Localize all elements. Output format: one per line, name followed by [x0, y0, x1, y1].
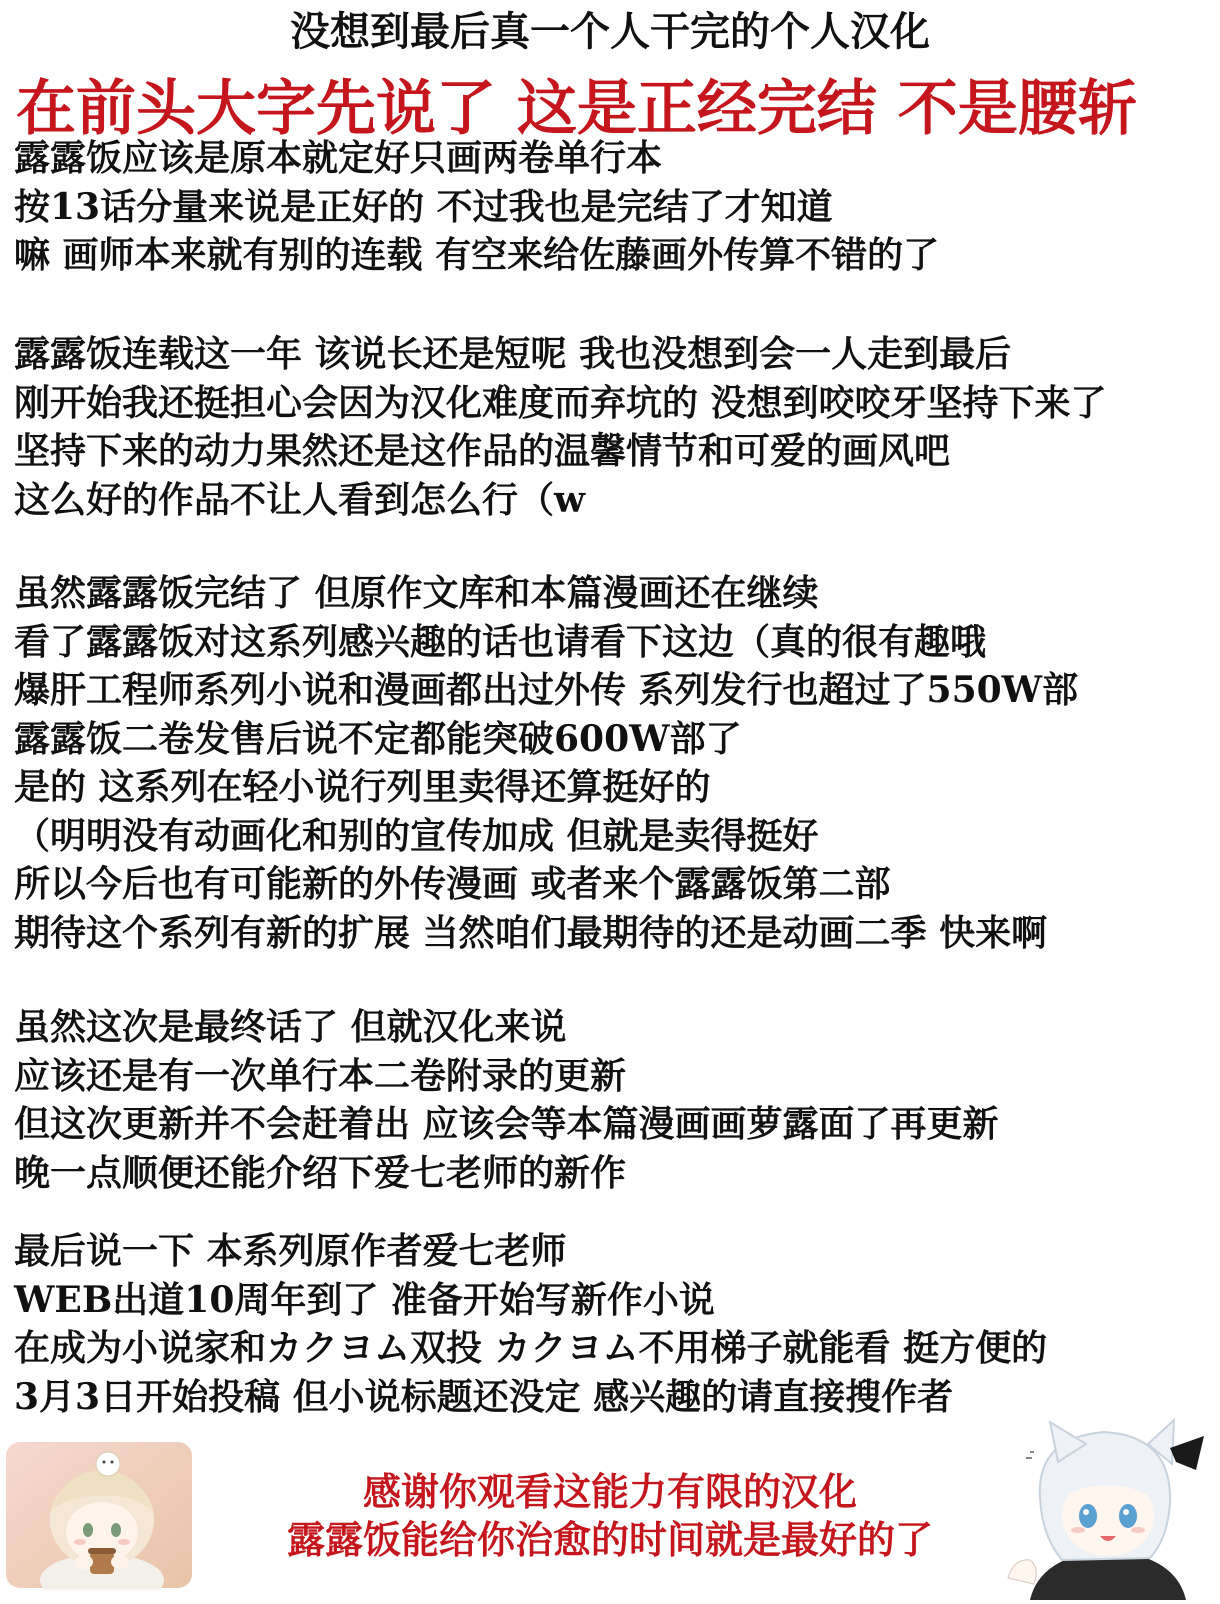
text-line: 嘛 画师本来就有别的连载 有空来给佐藤画外传算不错的了	[14, 234, 940, 276]
text-line: 露露饭应该是原本就定好只画两卷单行本	[14, 137, 663, 179]
chibi-girl-cup-illustration	[4, 1440, 194, 1590]
text-line: 期待这个系列有新的扩展 当然咱们最期待的还是动画二季 快来啊	[14, 911, 1048, 954]
paragraph-1	[14, 134, 1214, 280]
paragraph-4	[14, 1003, 1214, 1197]
text-line: 在成为小说家和カクヨム双投 カクヨム不用梯子就能看 挺方便的	[14, 1327, 1048, 1369]
page-title: 没想到最后真一个人干完的个人汉化	[290, 8, 930, 55]
text-line: 按13话分量来说是正好的 不过我也是完结了才知道	[14, 185, 833, 228]
text-line: 应该还是有一次单行本二卷附录的更新	[14, 1054, 627, 1097]
text-line: 晚一点顺便还能介绍下爱七老师的新作	[14, 1151, 627, 1194]
footer-line: 露露饭能给你治愈的时间就是最好的了	[286, 1517, 933, 1562]
text-line: 最后说一下 本系列原作者爱七老师	[14, 1230, 567, 1272]
paragraph-3	[14, 569, 1214, 957]
chibi-catgirl-icon	[1000, 1418, 1218, 1600]
text-line: WEB出道10周年到了 准备开始写新作小说	[14, 1278, 715, 1321]
text-line: 这么好的作品不让人看到怎么行（w	[14, 478, 585, 521]
text-line: 所以今后也有可能新的外传漫画 或者来个露露饭第二部	[14, 863, 891, 905]
text-line: 但这次更新并不会赶着出 应该会等本篇漫画画萝露面了再更新	[14, 1103, 999, 1145]
paragraph-2	[14, 330, 1214, 524]
paragraph-5	[14, 1227, 1214, 1421]
chibi-girl-cup-icon	[4, 1440, 194, 1590]
text-line: 虽然这次是最终话了 但就汉化来说	[14, 1006, 567, 1048]
text-line: 露露饭连载这一年 该说长还是短呢 我也没想到会一人走到最后	[14, 333, 1012, 375]
chibi-catgirl-illustration	[1000, 1418, 1218, 1600]
text-line: 露露饭二卷发售后说不定都能突破600W部了	[14, 717, 742, 760]
text-line: 看了露露饭对这系列感兴趣的话也请看下这边（真的很有趣哦	[14, 620, 987, 663]
footer-line: 感谢你观看这能力有限的汉化	[362, 1469, 857, 1514]
text-line: 虽然露露饭完结了 但原作文库和本篇漫画还在继续	[14, 572, 819, 614]
text-line: （明明没有动画化和别的宣传加成 但就是卖得挺好	[14, 814, 819, 857]
text-line: 刚开始我还挺担心会因为汉化难度而弃坑的 没想到咬咬牙坚持下来了	[14, 381, 1107, 424]
headline: 在前头大字先说了 这是正经完结 不是腰斩	[16, 74, 1138, 144]
text-line: 是的 这系列在轻小说行列里卖得还算挺好的	[14, 766, 711, 808]
text-line: 3月3日开始投稿 但小说标题还没定 感兴趣的请直接搜作者	[14, 1375, 954, 1418]
text-line: 爆肝工程师系列小说和漫画都出过外传 系列发行也超过了550W部	[14, 669, 1079, 711]
thanks-footer	[200, 1468, 1020, 1564]
text-line: 坚持下来的动力果然还是这作品的温馨情节和可爱的画风吧	[14, 430, 951, 472]
